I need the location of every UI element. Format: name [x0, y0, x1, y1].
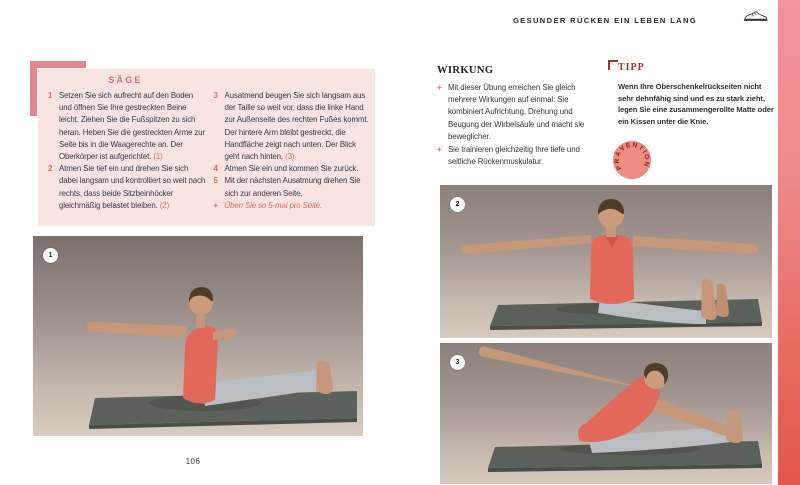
step-row	[48, 163, 206, 212]
step-number: 5	[213, 176, 218, 186]
tipp-text: Wenn Ihre Oberschenkelrückseiten nicht sehr dehnfähig sind und es zu stark zieht, legen Sie eine zusammengerollte Matte oder ein Kissen unter die Knie.	[618, 82, 774, 126]
note-marker: +	[213, 200, 219, 210]
svg-text:PRÄVENTION: PRÄVENTION	[613, 141, 651, 171]
step-text: Setzen Sie sich aufrecht auf den Boden und öffnen Sie Ihre gestreckten Beine leicht. Ziehen Sie die Fußspitzen zu sich heran. Heben Sie die gestreckten Arme zur Seite bis in die Waagerechte an. Der Oberkörper ist aufgerichtet. (1)	[59, 91, 205, 162]
step-number: 2	[48, 164, 53, 174]
plus-bullet-icon: +	[437, 145, 442, 155]
exercise-photo-2	[440, 185, 772, 338]
figure-reference: (2)	[159, 200, 170, 210]
exercise-title: SÄGE	[108, 75, 143, 85]
photo-number-badge: 1	[43, 248, 58, 263]
wirkung-section	[437, 65, 604, 169]
photo-number-badge: 3	[450, 355, 465, 370]
step-row	[214, 163, 372, 175]
figure-reference: (3)	[285, 152, 295, 162]
sneaker-icon	[742, 8, 769, 25]
tipp-section	[618, 62, 775, 127]
exercise-photo-3	[440, 343, 772, 484]
step-number: 1	[48, 91, 53, 100]
steps-column-left	[48, 90, 206, 212]
step-text: Ausatmend beugen Sie sich langsam aus der Taille so weit vor, dass die linke Hand zur Außenseite des rechten Fußes kommt. Der hintere Arm bleibt gestreckt, die Handfläche zeigt nach unten. Der Blick geht nach hinten. (3)	[224, 91, 369, 162]
steps-column-right	[214, 90, 372, 212]
note-text: Üben Sie so 5-mal pro Seite.	[224, 200, 323, 210]
step-text: Atmen Sie ein und kommen Sie zurück.	[224, 164, 359, 174]
exercise-photo-1	[33, 236, 363, 436]
running-head: GESUNDER RÜCKEN EIN LEBEN LANG	[512, 16, 698, 25]
wirkung-item: + Sie trainieren gleichzeitig Ihre tiefe und seitliche Rückenmuskulatur.	[437, 144, 604, 168]
page-number: 106	[185, 457, 201, 466]
photo-number-badge: 2	[450, 197, 465, 212]
step-row	[214, 175, 372, 199]
step-row	[214, 90, 372, 163]
corner-bracket-small	[608, 60, 618, 70]
photo-illustration	[440, 343, 772, 484]
photo-illustration	[33, 236, 363, 436]
step-row	[48, 90, 206, 163]
photo-illustration	[440, 185, 772, 338]
step-number: 3	[213, 91, 218, 100]
figure-reference: (1)	[153, 152, 163, 162]
wirkung-item: + Mit dieser Übung erreichen Sie gleich mehrere Wirkungen auf einmal: Sie kombiniert Aufrichtung, Drehung und Beugung der Wirbelsäule und macht sie beweglicher.	[437, 82, 604, 143]
practice-note	[214, 200, 372, 212]
plus-bullet-icon: +	[437, 83, 442, 92]
step-text: Atmen Sie tief ein und drehen Sie sich dabei langsam und kontrolliert so weit nach rechts, dass beide Sitzbeinhöcker gleichmäßig belastet bleiben. (2)	[59, 164, 206, 210]
page-edge-accent-bar	[778, 0, 800, 485]
exercise-steps	[48, 90, 371, 212]
exercise-box	[38, 69, 375, 226]
tipp-title: TIPP	[618, 62, 645, 73]
praevention-badge	[611, 139, 653, 181]
step-number: 4	[213, 164, 218, 174]
wirkung-title: WIRKUNG	[437, 65, 494, 76]
step-text: Mit der nächsten Ausatmung drehen Sie sich zur anderen Seite.	[224, 176, 361, 198]
